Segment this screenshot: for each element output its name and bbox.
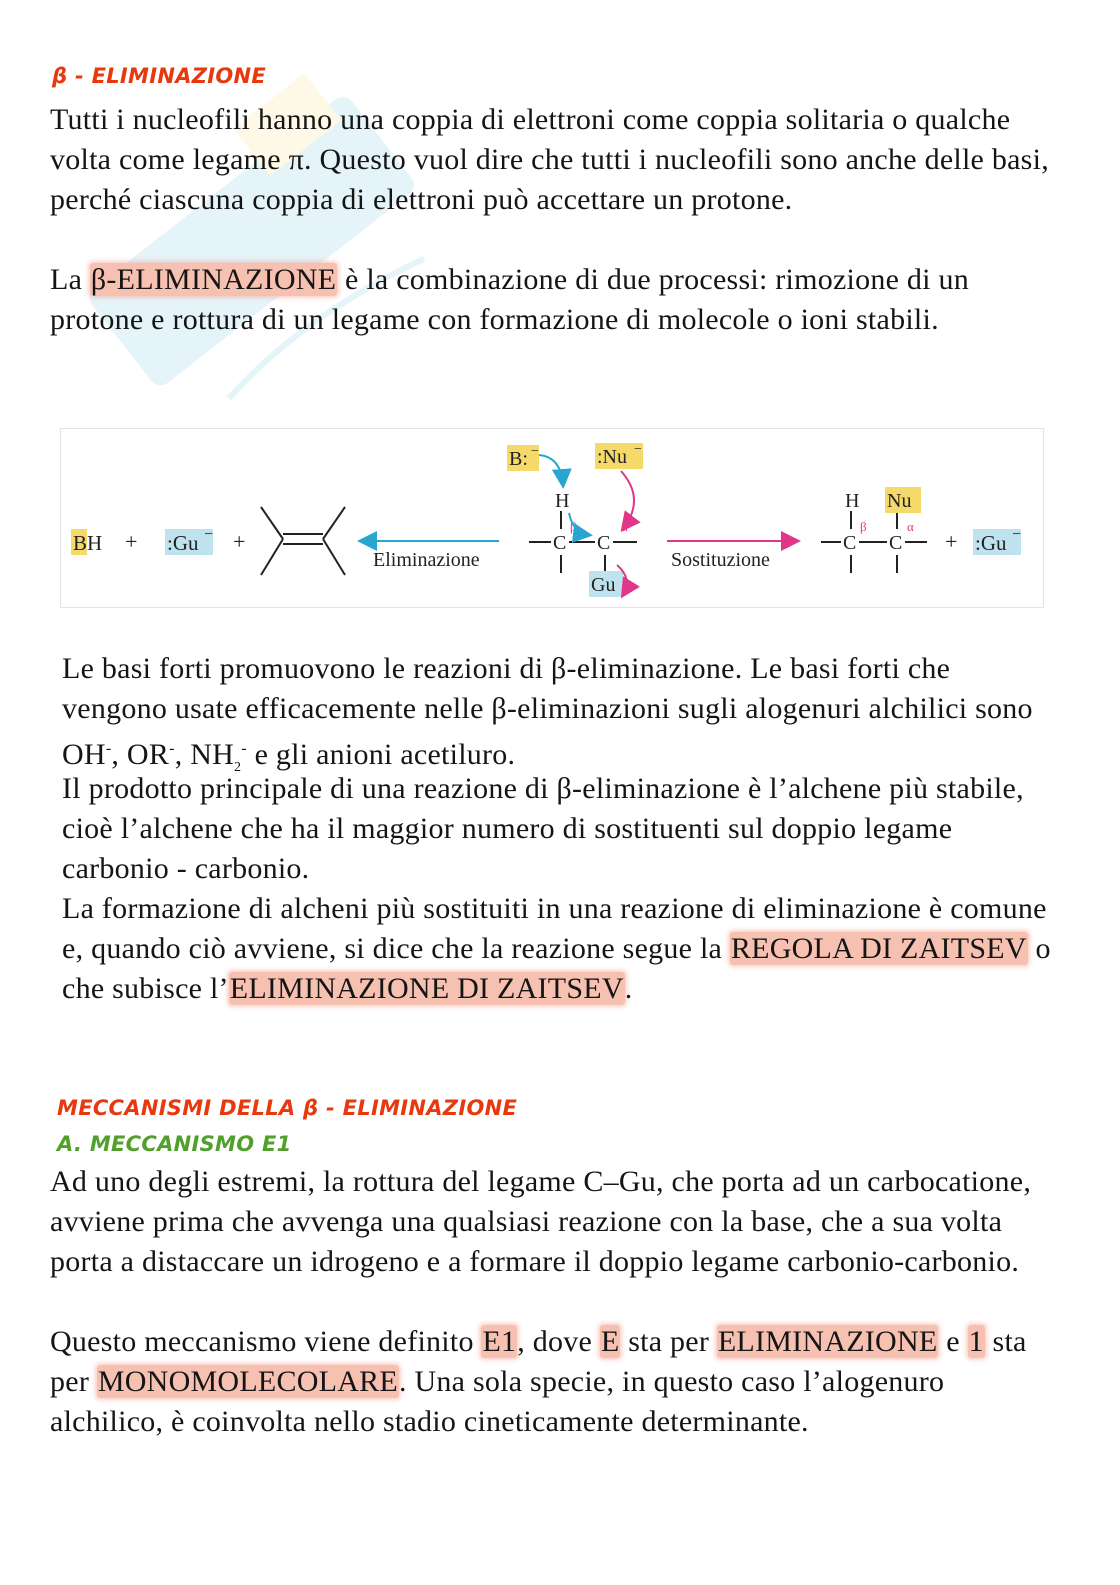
alkene-structure bbox=[261, 507, 345, 575]
subheading-e1-mechanism: A. MECCANISMO E1 bbox=[57, 1132, 292, 1156]
paragraph-strong-bases: Le basi forti promuovono le reazioni di β-eliminazione. Le basi forti che vengono usate efficacemente nelle β-eliminazioni sugli alogenuri alchilici sono OH-, OR-, $NH_2^-$ e gli anioni acetiluro. bbox=[62, 652, 1033, 775]
beta-marker: β bbox=[570, 519, 577, 534]
gu-ion-label-right: :Gu bbox=[975, 531, 1007, 555]
highlight-beta-elimination: β-ELIMINAZIONE bbox=[90, 263, 337, 296]
nu-ion-charge: − bbox=[634, 442, 642, 457]
paragraph-e1-definition: Questo meccanismo viene definito E1, dove E sta per ELIMINAZIONE e 1 sta per MONOMOLECOLARE. Una sola specie, in questo caso l’alogenuro alchilico, è coinvolta nello stadio cineticamente determinante. bbox=[50, 1325, 1027, 1438]
highlight-e1: E1 bbox=[482, 1325, 517, 1358]
highlight-eliminazione: ELIMINAZIONE bbox=[717, 1325, 938, 1358]
base-charge: − bbox=[531, 444, 539, 459]
gu-ion-charge-left: − bbox=[204, 526, 214, 543]
product-nu-label: Nu bbox=[887, 490, 912, 512]
reaction-diagram bbox=[60, 428, 1044, 608]
nu-ion-label: :Nu bbox=[597, 446, 627, 468]
gu-ion-label-left: :Gu bbox=[167, 531, 199, 555]
paragraph-nucleophiles: Tutti i nucleofili hanno una coppia di elettroni come coppia solitaria o qualche volta come legame π. Questo vuol dire che tutti i nucleofili sono anche delle basi, perché ciascuna coppia di elettroni può accettare un protone. bbox=[50, 103, 1049, 216]
carbon-beta: C bbox=[553, 532, 567, 554]
substitution-label: Sostituzione bbox=[671, 549, 770, 571]
section-heading-mechanisms: MECCANISMI DELLA β - ELIMINAZIONE bbox=[57, 1096, 518, 1120]
paragraph-main-product: Il prodotto principale di una reazione di β-eliminazione è l’alchene più stabile, cioè l’alchene che ha il maggior numero di sostituenti sul doppio legame carbonio - carbonio. bbox=[62, 772, 1024, 885]
gu-leaving-label: Gu bbox=[591, 574, 616, 596]
elimination-label: Eliminazione bbox=[373, 549, 480, 571]
gu-ion-charge-right: − bbox=[1012, 526, 1022, 543]
bh-label: BH bbox=[73, 531, 103, 555]
highlight-zaitsev-rule: REGOLA DI ZAITSEV bbox=[730, 932, 1027, 965]
alpha-marker: α bbox=[621, 519, 628, 534]
highlight-one: 1 bbox=[968, 1325, 984, 1358]
product-beta-marker: β bbox=[860, 519, 867, 534]
product-carbon-alpha: C bbox=[889, 532, 903, 554]
plus-sign-2: + bbox=[233, 529, 246, 554]
highlight-zaitsev-elimination: ELIMINAZIONE DI ZAITSEV bbox=[229, 972, 624, 1005]
plus-sign-1: + bbox=[125, 529, 138, 554]
highlight-monomolecolare: MONOMOLECOLARE bbox=[97, 1365, 398, 1398]
product-alpha-marker: α bbox=[907, 519, 914, 534]
base-attack-arrow bbox=[539, 455, 563, 485]
product-hydrogen-label: H bbox=[845, 490, 860, 512]
paragraph-beta-elimination-definition: La β-ELIMINAZIONE è la combinazione di due processi: rimozione di un protone e rottura di un legame con formazione di molecole o ioni stabili. bbox=[50, 263, 969, 336]
paragraph-e1-description: Ad uno degli estremi, la rottura del legame C–Gu, che porta ad un carbocatione, avviene prima che avvenga una qualsiasi reazione con la base, che a sua volta porta a distaccare un idrogeno e a formare il doppio legame carbonio-carbonio. bbox=[50, 1165, 1032, 1278]
plus-sign-3: + bbox=[945, 529, 958, 554]
paragraph-zaitsev-rule: La formazione di alcheni più sostituiti in una reazione di eliminazione è comune e, quando ciò avviene, si dice che la reazione segue la REGOLA DI ZAITSEV o che subisce l’ELIMINAZIONE DI ZAITSEV. bbox=[62, 892, 1051, 1005]
section-heading-beta-elimination: β - ELIMINAZIONE bbox=[52, 64, 267, 88]
carbon-alpha: C bbox=[597, 532, 611, 554]
product-carbon-beta: C bbox=[843, 532, 857, 554]
highlight-e: E bbox=[600, 1325, 620, 1358]
base-label: B: bbox=[509, 448, 528, 470]
hydrogen-label: H bbox=[555, 490, 570, 512]
